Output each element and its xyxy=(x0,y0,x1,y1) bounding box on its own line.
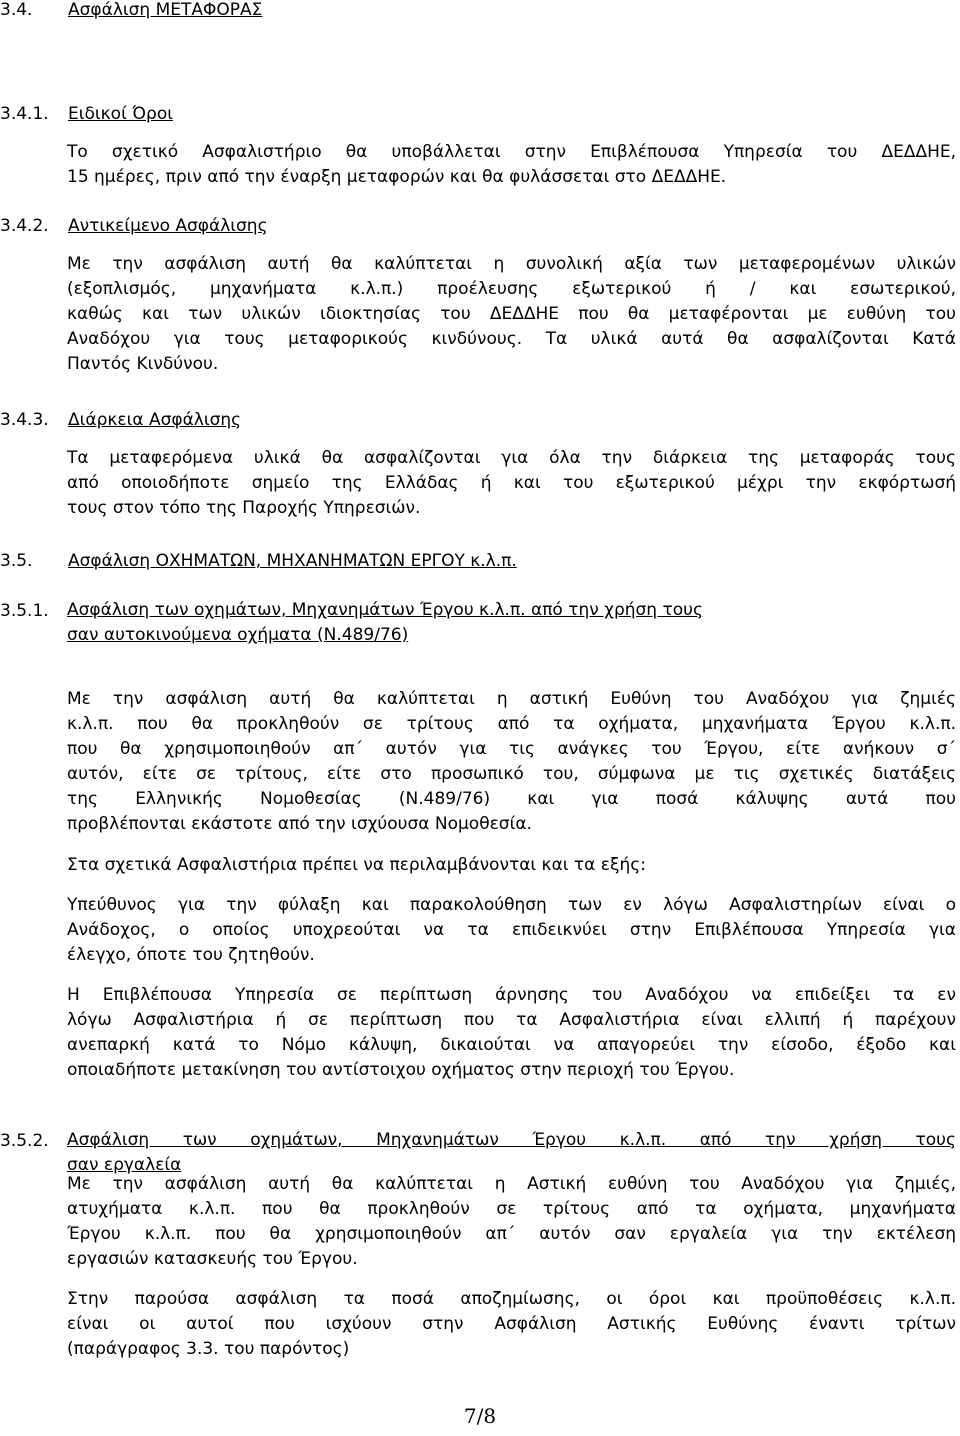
section-number: 3.4.3. xyxy=(0,410,49,430)
text-line: είναι οι αυτοί που ισχύουν στην Ασφάλιση Αστικής Ευθύνης έναντι τρίτων xyxy=(67,1314,956,1334)
section-title: Διάρκεια Ασφάλισης xyxy=(68,410,242,430)
text-line: Με την ασφάλιση αυτή θα καλύπτεται η αστική Ευθύνη του Αναδόχου για ζημιές xyxy=(67,689,956,709)
title-line: Ασφάλιση των οχημάτων, Μηχανημάτων Έργου κ.λ.π. από την χρήση τους xyxy=(67,1130,956,1150)
section-number: 3.4.2. xyxy=(0,216,49,236)
text-line: αυτόν, είτε σε τρίτους, είτε στο προσωπικό του, σύμφωνα με τις σχετικές διατάξεις xyxy=(67,764,956,784)
section-title: Ασφάλιση ΟΧΗΜΑΤΩΝ, ΜΗΧΑΝΗΜΑΤΩΝ ΕΡΓΟΥ κ.λ.π. xyxy=(68,551,517,571)
section-title: Ειδικοί Όροι xyxy=(68,104,173,124)
section-number: 3.4. xyxy=(0,0,33,20)
text-line: που θα χρησιμοποιηθούν απ΄ αυτόν για τις ανάγκες του Έργου, είτε ανήκουν σ΄ xyxy=(67,739,956,759)
paragraph xyxy=(67,140,956,190)
text-line: Αναδόχου για τους μεταφορικούς κινδύνους. Τα υλικά αυτά θα ασφαλίζονται Κατά xyxy=(67,329,956,349)
text-line: Παντός Κινδύνου. xyxy=(67,354,219,374)
paragraph xyxy=(67,252,956,377)
section-title xyxy=(67,1128,956,1178)
text-line: ατυχήματα κ.λ.π. που θα προκληθούν σε τρίτους από τα οχήματα, μηχανήματα xyxy=(67,1199,956,1219)
section-title: Αντικείμενο Ασφάλισης xyxy=(68,216,268,236)
text-line: Με την ασφάλιση αυτή θα καλύπτεται η συνολική αξία των μεταφερομένων υλικών xyxy=(67,254,956,274)
text-line: τους στον τόπο της Παροχής Υπηρεσιών. xyxy=(67,498,421,518)
text-line: ανεπαρκή κατά το Νόμο κάλυψη, δικαιούται να απαγορεύει την είσοδο, έξοδο και xyxy=(67,1035,956,1055)
text-line: έλεγχο, όποτε του ζητηθούν. xyxy=(67,945,315,965)
section-title xyxy=(67,598,956,648)
title-line: σαν εργαλεία xyxy=(67,1155,182,1175)
paragraph xyxy=(67,446,956,521)
text-line: της Ελληνικής Νομοθεσίας (Ν.489/76) και για ποσά κάλυψης αυτά που xyxy=(67,789,956,809)
text-line: Υπεύθυνος για την φύλαξη και παρακολούθηση των εν λόγω Ασφαλιστηρίων είναι ο xyxy=(67,895,956,915)
text-line: καθώς και των υλικών ιδιοκτησίας του ΔΕΔΔΗΕ που θα μεταφέρονται με ευθύνη του xyxy=(67,304,956,324)
paragraph xyxy=(67,853,956,878)
text-line: οποιαδήποτε μετακίνηση του αντίστοιχου οχήματος στην περιοχή του Έργου. xyxy=(67,1060,735,1080)
text-line: Έργου κ.λ.π. που θα χρησιμοποιηθούν απ΄ αυτόν σαν εργαλεία για την εκτέλεση xyxy=(67,1224,956,1244)
paragraph xyxy=(67,1287,956,1362)
text-line: Με την ασφάλιση αυτή θα καλύπτεται η Αστική ευθύνη του Αναδόχου για ζημιές, xyxy=(67,1174,956,1194)
section-number: 3.5. xyxy=(0,551,33,571)
text-line: εργασιών κατασκευής του Έργου. xyxy=(67,1249,358,1269)
page-number: 7/8 xyxy=(463,1404,497,1428)
text-line: (παράγραφος 3.3. του παρόντος) xyxy=(67,1339,350,1359)
text-line: 15 ημέρες, πριν από την έναρξη μεταφορών και θα φυλάσσεται στο ΔΕΔΔΗΕ. xyxy=(67,167,727,187)
section-number: 3.5.1. xyxy=(0,601,49,621)
section-title: Ασφάλιση ΜΕΤΑΦΟΡΑΣ xyxy=(68,0,263,20)
text-line: (εξοπλισμός, μηχανήματα κ.λ.π.) προέλευσης εξωτερικού ή / και εσωτερικού, xyxy=(67,279,956,299)
title-line: Ασφάλιση των οχημάτων, Μηχανημάτων Έργου κ.λ.π. από την χρήση τους xyxy=(67,600,703,620)
text-line: Στην παρούσα ασφάλιση τα ποσά αποζημίωσης, οι όροι και προϋποθέσεις κ.λ.π. xyxy=(67,1289,956,1309)
paragraph xyxy=(67,1172,956,1272)
text-line: Ανάδοχος, ο οποίος υποχρεούται να τα επιδεικνύει στην Επιβλέπουσα Υπηρεσία για xyxy=(67,920,956,940)
paragraph xyxy=(67,983,956,1083)
text-line: προβλέπονται εκάστοτε από την ισχύουσα Νομοθεσία. xyxy=(67,814,532,834)
section-number: 3.4.1. xyxy=(0,104,49,124)
text-line: Τα μεταφερόμενα υλικά θα ασφαλίζονται για όλα την διάρκεια της μεταφοράς τους xyxy=(67,448,956,468)
text-line: από οποιοδήποτε σημείο της Ελλάδας ή και του εξωτερικού μέχρι την εκφόρτωσή xyxy=(67,473,956,493)
paragraph xyxy=(67,687,956,837)
text-line: Το σχετικό Ασφαλιστήριο θα υποβάλλεται στην Επιβλέπουσα Υπηρεσία του ΔΕΔΔΗΕ, xyxy=(67,142,956,162)
title-line: σαν αυτοκινούμενα οχήματα (Ν.489/76) xyxy=(67,625,409,645)
text-line: λόγω Ασφαλιστήρια ή σε περίπτωση που τα Ασφαλιστήρια είναι ελλιπή ή παρέχουν xyxy=(67,1010,956,1030)
text-line: Στα σχετικά Ασφαλιστήρια πρέπει να περιλαμβάνονται και τα εξής: xyxy=(67,855,646,875)
paragraph xyxy=(67,893,956,968)
section-number: 3.5.2. xyxy=(0,1131,49,1151)
text-line: κ.λ.π. που θα προκληθούν σε τρίτους από τα οχήματα, μηχανήματα Έργου κ.λ.π. xyxy=(67,714,956,734)
text-line: Η Επιβλέπουσα Υπηρεσία σε περίπτωση άρνησης του Αναδόχου να επιδείξει τα εν xyxy=(67,985,956,1005)
